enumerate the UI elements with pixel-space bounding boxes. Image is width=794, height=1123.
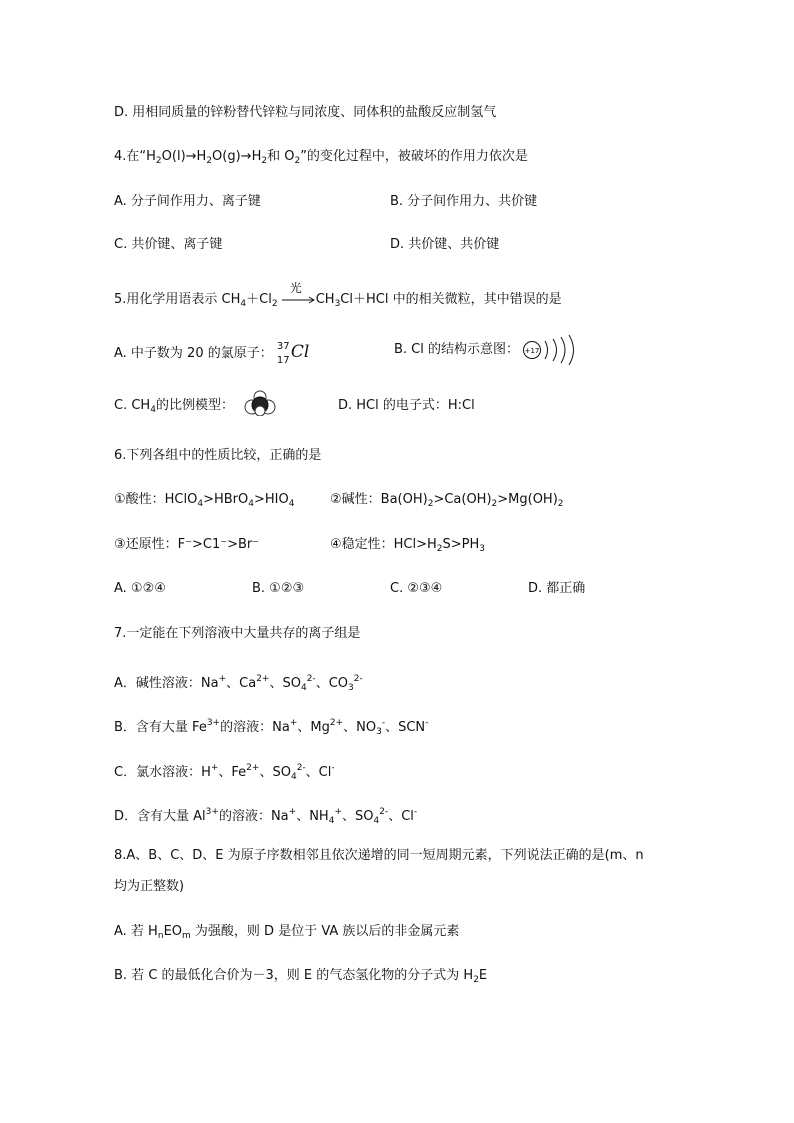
reaction-condition: 光 bbox=[289, 281, 302, 295]
q8-stem-line2: 均为正整数) bbox=[114, 879, 185, 894]
q7-stem: 7.一定能在下列溶液中大量共存的离子组是 bbox=[114, 626, 361, 641]
q8-stem-line1: 8.A、B、C、D、E 为原子序数相邻且依次递增的同一短周期元素，下列说法正确的是(m、n bbox=[114, 848, 644, 863]
q4-option-d: D. 共价键、共价键 bbox=[390, 237, 500, 252]
q7-option-d: D．含有大量 $Al^{3+}$的溶液：Na+、$NH_4^+$、$SO_4^{2-}$、Cl- bbox=[114, 807, 418, 826]
nucleus-charge: +17 bbox=[524, 347, 540, 355]
q6-option-d: D. 都正确 bbox=[528, 581, 586, 596]
q7-option-a: A．碱性溶液：Na+、$Ca^{2+}$、$SO_4^{2-}$、$CO_3^{2-}$ bbox=[114, 674, 363, 693]
q6-item-1: ①酸性：$HClO_4>HBrO_4>HIO_4$ bbox=[114, 492, 295, 509]
reaction-arrow bbox=[282, 281, 316, 305]
q6-option-c: C. ②③④ bbox=[390, 581, 443, 596]
q6-option-a: A. ①②④ bbox=[114, 581, 166, 596]
q8-option-b: B. 若 C 的最低化合价为－3，则 E 的气态氢化物的分子式为 $H_2E$ bbox=[114, 968, 488, 985]
atom-structure-diagram bbox=[522, 334, 578, 368]
q4-option-a: A. 分子间作用力、离子键 bbox=[114, 194, 261, 209]
q6-item-2: ②碱性：$Ba(OH)_2>Ca(OH)_2>Mg(OH)_2$ bbox=[330, 492, 564, 509]
q5-option-b: B. Cl 的结构示意图： bbox=[394, 342, 520, 357]
q6-option-b: B. ①②③ bbox=[252, 581, 305, 596]
q4-stem: 4.在“$H_2O(l)\to H_2O(g)\to H_2$和 $O_2$”的变化过程中，被破坏的作用力依次是 bbox=[114, 149, 528, 166]
q6-item-3: ③还原性：F⁻>C1⁻>Br⁻ bbox=[114, 537, 260, 552]
chlorine-isotope: 37 17 Cl bbox=[276, 341, 310, 366]
q5-option-a: A. 中子数为 20 的氯原子： 37 17 Cl bbox=[114, 341, 325, 365]
q3-option-d: D. 用相同质量的锌粉替代锌粒与同浓度、同体积的盐酸反应制氢气 bbox=[114, 105, 497, 120]
methane-space-filling-model bbox=[244, 390, 276, 416]
q5-option-c: C. $CH_4$的比例模型： bbox=[114, 398, 234, 415]
q7-option-c: C．氯水溶液：H+、$Fe^{2+}$、$SO_4^{2-}$、Cl- bbox=[114, 763, 335, 782]
q5-stem: 5.用化学用语表示 $CH_4+Cl_2$ 光 $CH_3Cl+HCl$ 中的相关微粒，其中错误的是 bbox=[114, 281, 562, 309]
q4-option-c: C. 共价键、离子键 bbox=[114, 237, 223, 252]
q4-option-b: B. 分子间作用力、共价键 bbox=[390, 194, 538, 209]
q5-option-d: D. HCl 的电子式：H:Cl bbox=[338, 398, 475, 413]
q6-stem: 6.下列各组中的性质比较，正确的是 bbox=[114, 448, 322, 463]
q6-item-4: ④稳定性：$HCl>H_2S>PH_3$ bbox=[330, 537, 486, 554]
q7-option-b: B．含有大量 $Fe^{3+}$的溶液：Na+、$Mg^{2+}$、$NO_3^-$、SCN- bbox=[114, 718, 429, 737]
q8-option-a: A. 若 $H_nEO_m$ 为强酸，则 D 是位于 VA 族以后的非金属元素 bbox=[114, 924, 460, 941]
arrow-icon bbox=[282, 296, 316, 304]
